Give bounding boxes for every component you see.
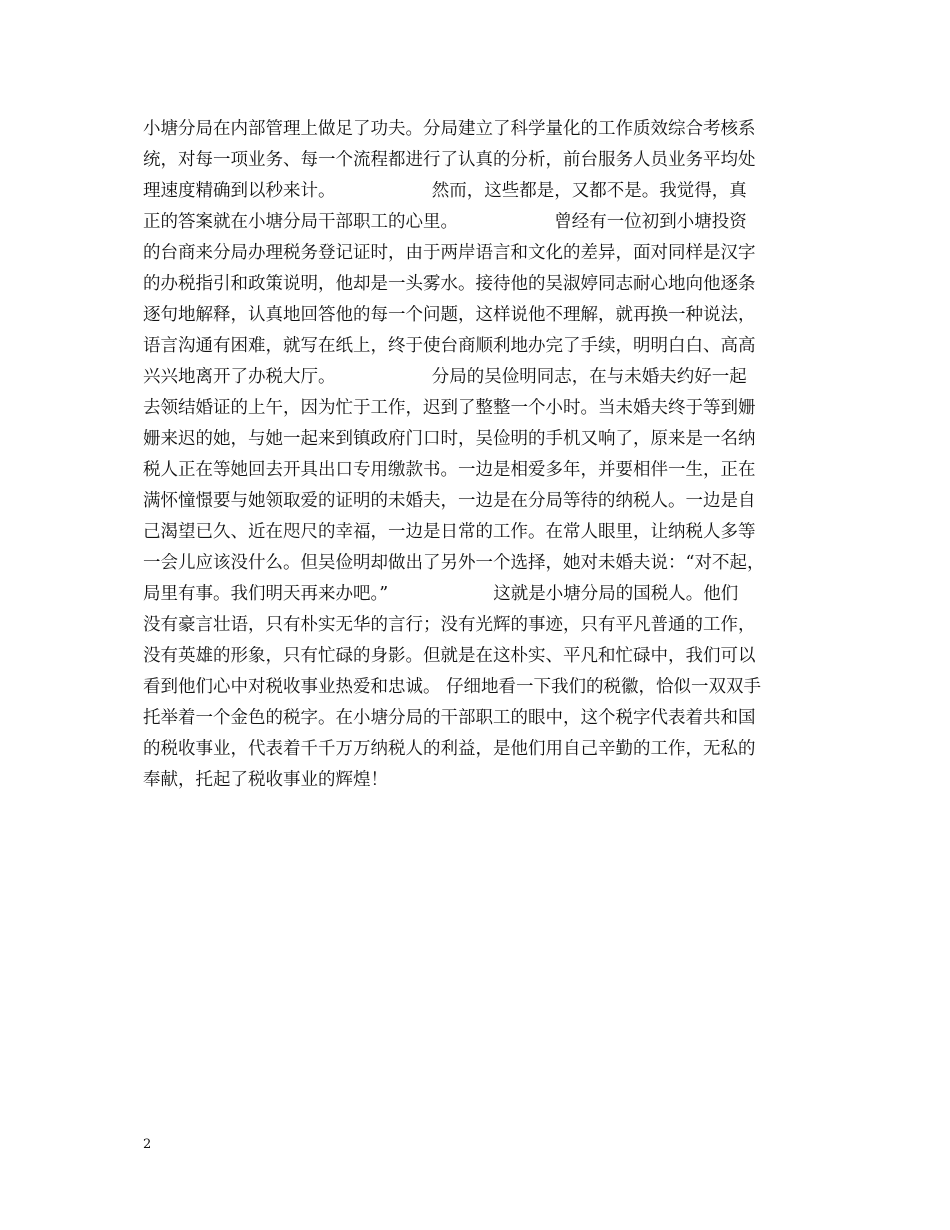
text-line: 统，对每一项业务、每一个流程都进行了认真的分析，前台服务人员业务平均处	[143, 150, 756, 170]
text-line: 小塘分局在内部管理上做足了功夫。分局建立了科学量化的工作质效综合考核系	[143, 119, 756, 139]
text-line: 没有豪言壮语，只有朴实无华的言行；没有光辉的事迹，只有平凡普通的工作，	[143, 615, 756, 635]
page-number: 2	[143, 1137, 152, 1152]
text-line: 局里有事。我们明天再来办吧。” 这就是小塘分局的国税人。他们	[143, 584, 739, 604]
text-line: 正的答案就在小塘分局干部职工的心里。 曾经有一位初到小塘投资	[143, 212, 747, 232]
text-line: 没有英雄的形象，只有忙碌的身影。但就是在这朴实、平凡和忙碌中，我们可以	[143, 646, 756, 666]
text-line: 的税收事业，代表着千千万万纳税人的利益，是他们用自己辛勤的工作，无私的	[143, 739, 756, 759]
text-line: 的办税指引和政策说明，他却是一头雾水。接待他的吴淑婷同志耐心地向他逐条	[143, 274, 756, 294]
text-line: 看到他们心中对税收事业热爱和忠诚。 仔细地看一下我们的税徽，恰似一双双手	[143, 677, 762, 697]
text-line: 托举着一个金色的税字。在小塘分局的干部职工的眼中，这个税字代表着共和国	[143, 708, 756, 728]
text-line: 兴兴地离开了办税大厅。 分局的吴俭明同志，在与未婚夫约好一起	[143, 367, 747, 387]
text-line: 逐句地解释，认真地回答他的每一个问题，这样说他不理解，就再换一种说法，	[143, 305, 756, 325]
text-line: 税人正在等她回去开具出口专用缴款书。一边是相爱多年，并要相伴一生，正在	[143, 460, 756, 480]
text-line: 己渴望已久、近在咫尺的幸福，一边是日常的工作。在常人眼里，让纳税人多等	[143, 522, 756, 542]
text-line: 去领结婚证的上午，因为忙于工作，迟到了整整一个小时。当未婚夫终于等到姗	[143, 398, 756, 418]
text-line: 语言沟通有困难，就写在纸上，终于使台商顺利地办完了手续，明明白白、高高	[143, 336, 756, 356]
text-line: 满怀憧憬要与她领取爱的证明的未婚夫，一边是在分局等待的纳税人。一边是自	[143, 491, 756, 511]
text-line: 的台商来分局办理税务登记证时，由于两岸语言和文化的差异，面对同样是汉字	[143, 243, 756, 263]
text-line: 一会儿应该没什么。但吴俭明却做出了另外一个选择，她对未婚夫说：“对不起，	[143, 553, 765, 573]
text-line: 奉献，托起了税收事业的辉煌！	[143, 770, 388, 790]
text-line: 姗来迟的她，与她一起来到镇政府门口时，吴俭明的手机又响了，原来是一名纳	[143, 429, 756, 449]
body-text	[143, 114, 833, 796]
text-line: 理速度精确到以秒来计。 然而，这些都是，又都不是。我觉得，真	[143, 181, 747, 201]
